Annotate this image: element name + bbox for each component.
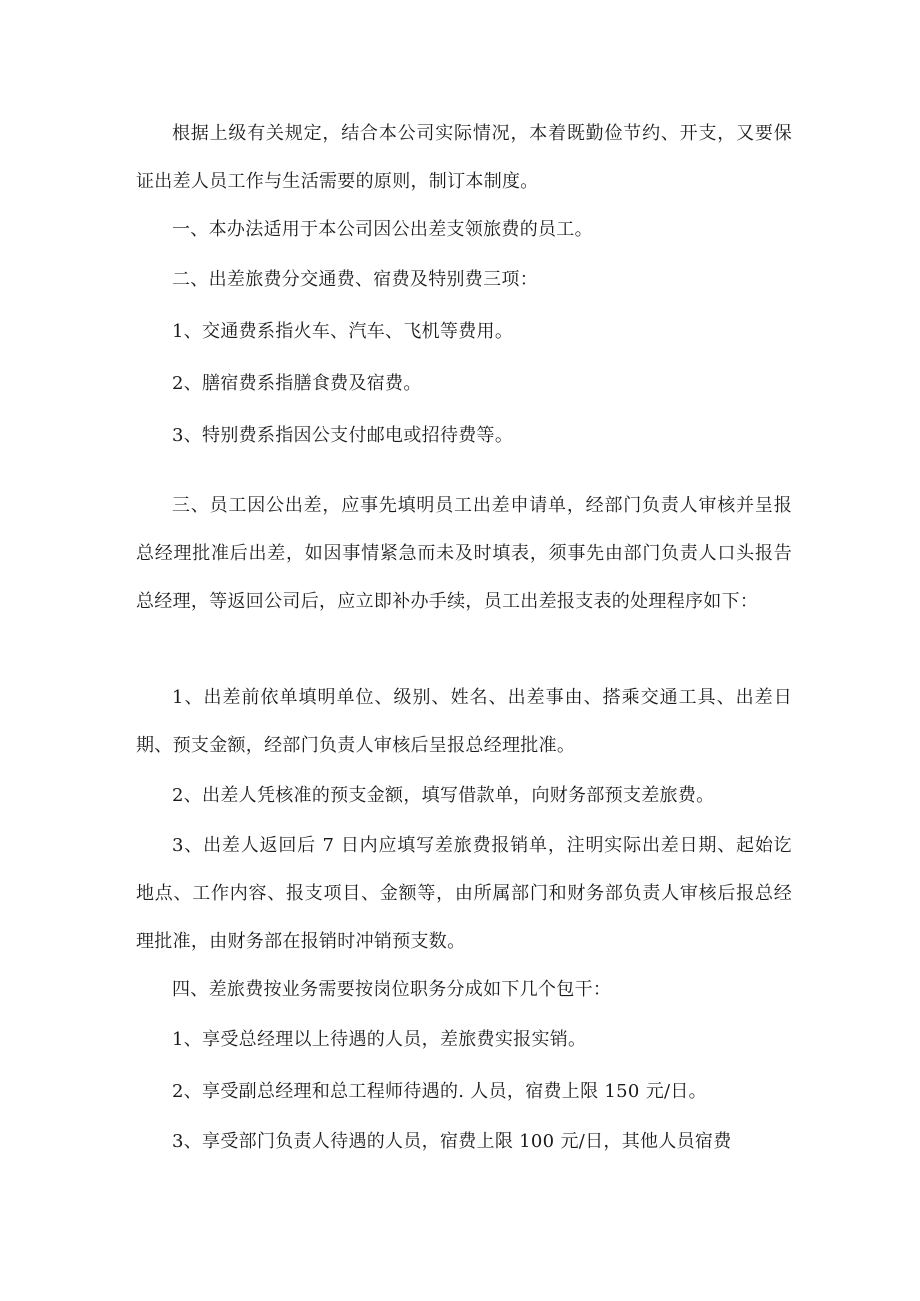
paragraph-section-1: 一、本办法适用于本公司因公出差支领旅费的员工。 xyxy=(172,219,593,240)
paragraph-section-4-item-3: 3、享受部门负责人待遇的人员，宿费上限 100 元/日，其他人员宿费 xyxy=(172,1131,732,1152)
paragraph-section-4-item-2: 2、享受副总经理和总工程师待遇的. 人员，宿费上限 150 元/日。 xyxy=(172,1081,707,1102)
paragraph-section-2-item-1: 1、交通费系指火车、汽车、飞机等费用。 xyxy=(172,321,514,342)
paragraph-section-3-item-1: 1、出差前依单填明单位、级别、姓名、出差事由、搭乘交通工具、出差日期、预支金额，经部门负责人审核后呈报总经理批准。 xyxy=(136,687,792,756)
paragraph-section-3: 三、员工因公出差，应事先填明员工出差申请单，经部门负责人审核并呈报总经理批准后出差，如因事情紧急而未及时填表，须事先由部门负责人口头报告总经理，等返回公司后，应立即补办手续，员工出差报支表的处理程序如下： xyxy=(136,495,792,612)
paragraph-section-4: 四、差旅费按业务需要按岗位职务分成如下几个包干： xyxy=(172,979,612,1000)
paragraph-section-2-item-2: 2、膳宿费系指膳食费及宿费。 xyxy=(172,373,422,394)
paragraph-section-2: 二、出差旅费分交通费、宿费及特别费三项： xyxy=(172,269,538,290)
paragraph-section-4-item-1: 1、享受总经理以上待遇的人员，差旅费实报实销。 xyxy=(172,1029,587,1050)
paragraph-section-3-item-2: 2、出差人凭核准的预支金额，填写借款单，向财务部预支差旅费。 xyxy=(172,785,715,806)
paragraph-intro: 根据上级有关规定，结合本公司实际情况，本着既勤俭节约、开支，又要保证出差人员工作与生活需要的原则，制订本制度。 xyxy=(136,123,792,192)
paragraph-section-2-item-3: 3、特别费系指因公支付邮电或招待费等。 xyxy=(172,425,514,446)
paragraph-section-3-item-3: 3、出差人返回后 7 日内应填写差旅费报销单，注明实际出差日期、起始讫地点、工作内容、报支项目、金额等，由所属部门和财务部负责人审核后报总经理批准，由财务部在报销时冲销预支数。 xyxy=(136,835,792,952)
